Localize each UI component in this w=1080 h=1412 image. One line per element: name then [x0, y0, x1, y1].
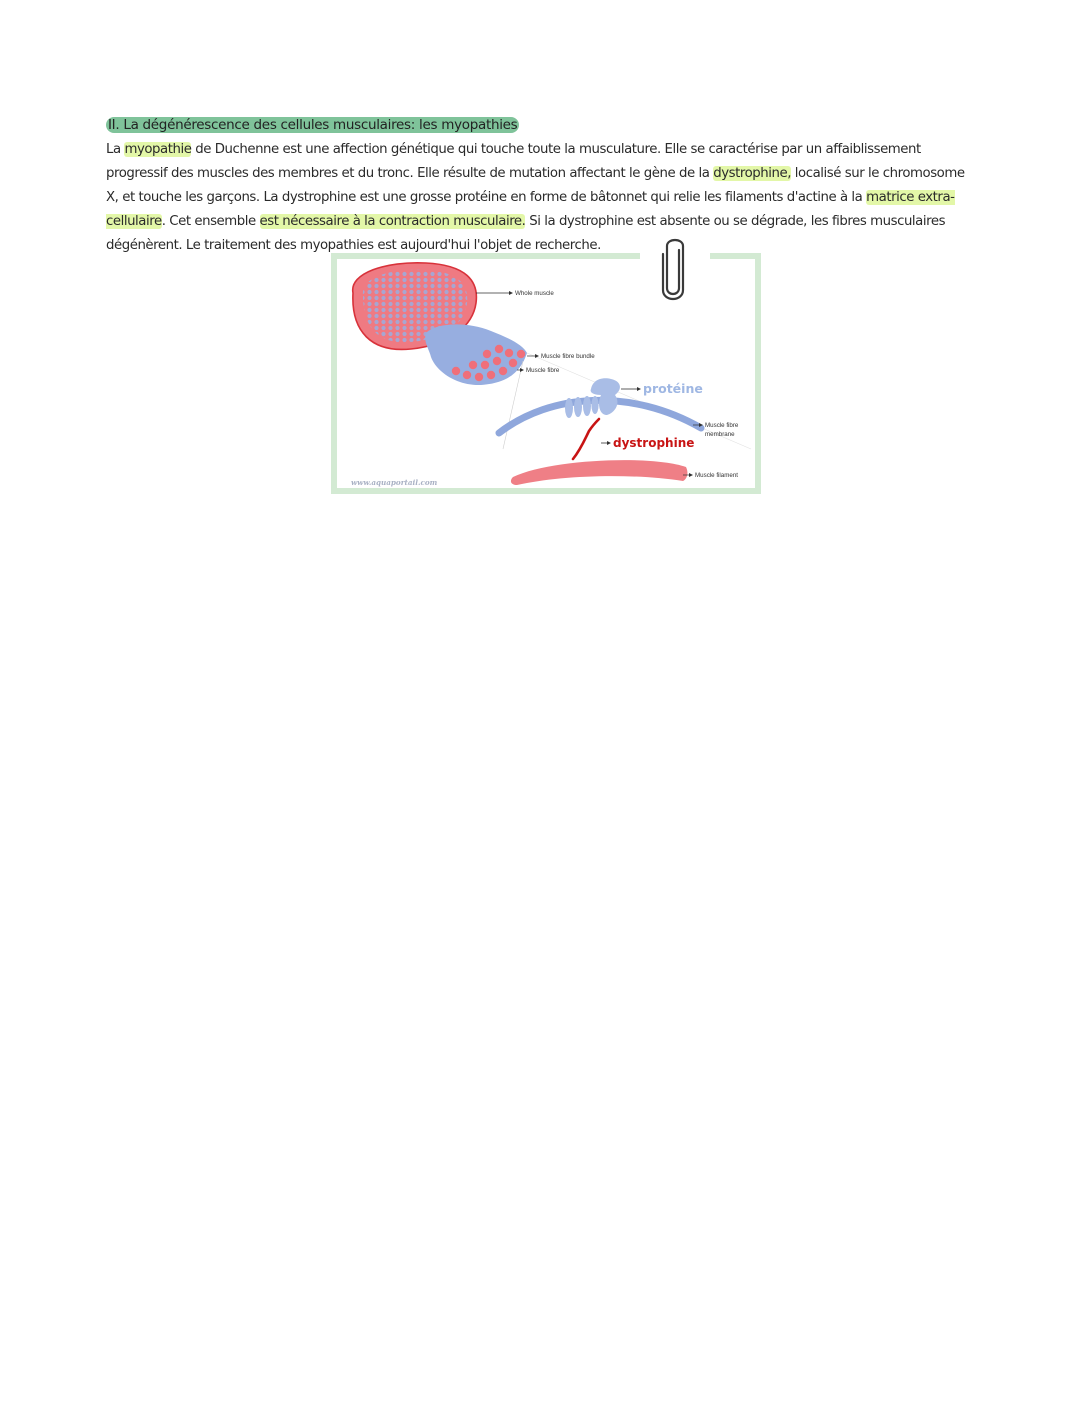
heading-text: II. La dégénérescence des cellules musculaires: les myopathies — [108, 117, 518, 133]
label-filament — [683, 472, 738, 479]
fibre-bundle-label: Muscle fibre bundle — [541, 353, 595, 360]
fibre-bundle-shape — [425, 324, 527, 385]
label-dystrophine — [601, 436, 694, 450]
paragraph-text-1: La — [106, 142, 125, 157]
label-muscle-fibre — [517, 367, 560, 374]
dystrophine-strand — [573, 419, 599, 459]
muscle-filament-shape — [511, 460, 688, 485]
highlight-myopathie: myopathie — [124, 142, 192, 157]
membrane-label-line2: membrane — [705, 431, 735, 438]
paragraph-text-5: Si la dystrophine est absente ou se dégrade, les fibres musculaires dégénèrent. Le traitement des myopathies est aujourd'hui l'objet de recherche. — [106, 214, 946, 253]
whole-muscle-label: Whole muscle — [515, 290, 554, 297]
section-heading — [106, 116, 519, 134]
highlight-contraction: est nécessaire à la contraction musculaire. — [259, 214, 526, 229]
paragraph-text-2: de Duchenne est une affection génétique qui touche toute la musculature. Elle se caractérise par un affaiblissement progressif des muscles des membres et du tronc. Elle résulte de mutation affectant le gène de la — [106, 142, 921, 181]
highlight-dystrophine: dystrophine, — [713, 166, 792, 181]
muscle-figure — [331, 253, 761, 494]
muscle-diagram — [331, 253, 761, 494]
watermark: www.aquaportail.com — [351, 478, 438, 487]
label-proteine — [621, 381, 703, 396]
label-whole-muscle — [476, 290, 554, 297]
paperclip-icon — [660, 236, 690, 302]
muscle-fibre-label: Muscle fibre — [526, 367, 560, 374]
membrane-label-line1: Muscle fibre — [705, 422, 739, 429]
dystrophine-label: dystrophine — [613, 436, 695, 450]
highlight-matrice: matrice extra-cellulaire — [106, 190, 955, 229]
body-paragraph — [106, 138, 966, 258]
filament-label: Muscle filament — [695, 472, 738, 479]
paragraph-text-3: localisé sur le chromosome X, et touche les garçons. La dystrophine est une grosse protéine en forme de bâtonnet qui relie les filaments d'actine à la — [106, 166, 965, 205]
paragraph-text-4: . Cet ensemble — [161, 214, 260, 229]
proteine-label: protéine — [643, 381, 703, 396]
label-fibre-bundle — [527, 353, 595, 360]
